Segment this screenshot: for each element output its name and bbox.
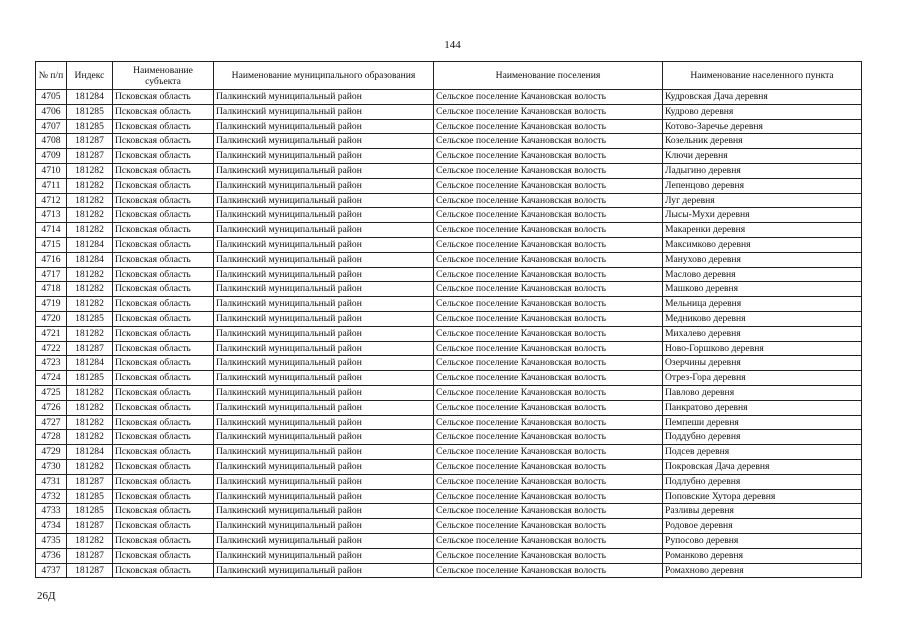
cell-num: 4730 <box>36 459 67 474</box>
cell-settlement: Сельское поселение Качановская волость <box>434 341 663 356</box>
cell-index: 181284 <box>67 237 113 252</box>
cell-index: 181282 <box>67 193 113 208</box>
table-row <box>36 90 862 105</box>
cell-index: 181282 <box>67 267 113 282</box>
cell-locality: Поповские Хутора деревня <box>663 489 862 504</box>
cell-index: 181285 <box>67 504 113 519</box>
cell-subject: Псковская область <box>113 563 214 578</box>
table-row <box>36 282 862 297</box>
cell-subject: Псковская область <box>113 311 214 326</box>
table-row <box>36 415 862 430</box>
cell-num: 4732 <box>36 489 67 504</box>
cell-locality: Максимково деревня <box>663 237 862 252</box>
cell-locality: Разливы деревня <box>663 504 862 519</box>
cell-num: 4711 <box>36 178 67 193</box>
cell-settlement: Сельское поселение Качановская волость <box>434 533 663 548</box>
table-row <box>36 237 862 252</box>
cell-municipality: Палкинский муниципальный район <box>214 104 434 119</box>
cell-settlement: Сельское поселение Качановская волость <box>434 90 663 105</box>
cell-index: 181282 <box>67 430 113 445</box>
cell-locality: Родовое деревня <box>663 519 862 534</box>
cell-index: 181282 <box>67 400 113 415</box>
cell-settlement: Сельское поселение Качановская волость <box>434 297 663 312</box>
cell-locality: Макаренки деревня <box>663 223 862 238</box>
cell-municipality: Палкинский муниципальный район <box>214 504 434 519</box>
cell-settlement: Сельское поселение Качановская волость <box>434 311 663 326</box>
cell-settlement: Сельское поселение Качановская волость <box>434 459 663 474</box>
cell-municipality: Палкинский муниципальный район <box>214 548 434 563</box>
cell-subject: Псковская область <box>113 489 214 504</box>
cell-index: 181285 <box>67 104 113 119</box>
cell-subject: Псковская область <box>113 326 214 341</box>
cell-municipality: Палкинский муниципальный район <box>214 223 434 238</box>
table-row <box>36 149 862 164</box>
cell-locality: Маслово деревня <box>663 267 862 282</box>
cell-num: 4722 <box>36 341 67 356</box>
table-row <box>36 341 862 356</box>
cell-settlement: Сельское поселение Качановская волость <box>434 149 663 164</box>
cell-subject: Псковская область <box>113 415 214 430</box>
cell-settlement: Сельское поселение Качановская волость <box>434 563 663 578</box>
cell-index: 181284 <box>67 356 113 371</box>
cell-locality: Мануховo деревня <box>663 252 862 267</box>
cell-municipality: Палкинский муниципальный район <box>214 193 434 208</box>
cell-index: 181282 <box>67 163 113 178</box>
cell-municipality: Палкинский муниципальный район <box>214 326 434 341</box>
cell-subject: Псковская область <box>113 474 214 489</box>
cell-index: 181284 <box>67 252 113 267</box>
cell-num: 4731 <box>36 474 67 489</box>
cell-municipality: Палкинский муниципальный район <box>214 533 434 548</box>
cell-num: 4714 <box>36 223 67 238</box>
cell-index: 181282 <box>67 178 113 193</box>
table-row <box>36 563 862 578</box>
cell-municipality: Палкинский муниципальный район <box>214 282 434 297</box>
cell-index: 181282 <box>67 223 113 238</box>
cell-index: 181282 <box>67 282 113 297</box>
cell-settlement: Сельское поселение Качановская волость <box>434 208 663 223</box>
cell-subject: Псковская область <box>113 548 214 563</box>
cell-municipality: Палкинский муниципальный район <box>214 311 434 326</box>
cell-index: 181282 <box>67 326 113 341</box>
table-row <box>36 178 862 193</box>
cell-subject: Псковская область <box>113 193 214 208</box>
cell-subject: Псковская область <box>113 252 214 267</box>
cell-num: 4715 <box>36 237 67 252</box>
cell-municipality: Палкинский муниципальный район <box>214 371 434 386</box>
cell-locality: Подлубно деревня <box>663 474 862 489</box>
cell-subject: Псковская область <box>113 297 214 312</box>
header-row <box>36 62 862 90</box>
cell-settlement: Сельское поселение Качановская волость <box>434 548 663 563</box>
table-row <box>36 430 862 445</box>
table-row <box>36 252 862 267</box>
cell-num: 4727 <box>36 415 67 430</box>
table-row <box>36 193 862 208</box>
cell-index: 181284 <box>67 445 113 460</box>
cell-locality: Ново-Горшково деревня <box>663 341 862 356</box>
table-row <box>36 223 862 238</box>
cell-index: 181282 <box>67 208 113 223</box>
cell-index: 181282 <box>67 459 113 474</box>
cell-locality: Пемпеши деревня <box>663 415 862 430</box>
cell-index: 181287 <box>67 474 113 489</box>
cell-index: 181287 <box>67 563 113 578</box>
cell-num: 4717 <box>36 267 67 282</box>
cell-index: 181282 <box>67 385 113 400</box>
cell-subject: Псковская область <box>113 533 214 548</box>
cell-subject: Псковская область <box>113 208 214 223</box>
cell-num: 4720 <box>36 311 67 326</box>
header-num: № п/п <box>36 62 67 90</box>
cell-locality: Романково деревня <box>663 548 862 563</box>
table-row <box>36 504 862 519</box>
cell-num: 4713 <box>36 208 67 223</box>
cell-index: 181282 <box>67 297 113 312</box>
cell-municipality: Палкинский муниципальный район <box>214 178 434 193</box>
cell-settlement: Сельское поселение Качановская волость <box>434 282 663 297</box>
cell-subject: Псковская область <box>113 163 214 178</box>
cell-subject: Псковская область <box>113 519 214 534</box>
cell-settlement: Сельское поселение Качановская волость <box>434 430 663 445</box>
cell-settlement: Сельское поселение Качановская волость <box>434 385 663 400</box>
cell-index: 181285 <box>67 311 113 326</box>
cell-locality: Ладыгино деревня <box>663 163 862 178</box>
cell-settlement: Сельское поселение Качановская волость <box>434 193 663 208</box>
cell-locality: Отрез-Гора деревня <box>663 371 862 386</box>
cell-municipality: Палкинский муниципальный район <box>214 445 434 460</box>
cell-locality: Ключи деревня <box>663 149 862 164</box>
cell-subject: Псковская область <box>113 459 214 474</box>
cell-num: 4719 <box>36 297 67 312</box>
table-row <box>36 134 862 149</box>
cell-num: 4710 <box>36 163 67 178</box>
header-subject: Наименование субъекта <box>113 62 214 90</box>
footer-code: 26Д <box>37 590 56 602</box>
cell-index: 181285 <box>67 371 113 386</box>
cell-subject: Псковская область <box>113 430 214 445</box>
cell-locality: Михалево деревня <box>663 326 862 341</box>
page-number: 144 <box>444 39 461 51</box>
cell-municipality: Палкинский муниципальный район <box>214 563 434 578</box>
header-locality: Наименование населенного пункта <box>663 62 862 90</box>
cell-municipality: Палкинский муниципальный район <box>214 356 434 371</box>
cell-subject: Псковская область <box>113 400 214 415</box>
cell-settlement: Сельское поселение Качановская волость <box>434 267 663 282</box>
cell-settlement: Сельское поселение Качановская волость <box>434 474 663 489</box>
cell-index: 181287 <box>67 134 113 149</box>
cell-locality: Машково деревня <box>663 282 862 297</box>
cell-subject: Псковская область <box>113 371 214 386</box>
cell-municipality: Палкинский муниципальный район <box>214 267 434 282</box>
table-row <box>36 356 862 371</box>
cell-index: 181282 <box>67 415 113 430</box>
cell-municipality: Палкинский муниципальный район <box>214 90 434 105</box>
cell-num: 4728 <box>36 430 67 445</box>
localities-table <box>35 61 862 578</box>
table-row <box>36 297 862 312</box>
cell-municipality: Палкинский муниципальный район <box>214 519 434 534</box>
table-row <box>36 267 862 282</box>
cell-index: 181285 <box>67 489 113 504</box>
cell-settlement: Сельское поселение Качановская волость <box>434 104 663 119</box>
header-index: Индекс <box>67 62 113 90</box>
cell-index: 181287 <box>67 341 113 356</box>
cell-num: 4726 <box>36 400 67 415</box>
cell-locality: Лысы-Мухи деревня <box>663 208 862 223</box>
table-row <box>36 489 862 504</box>
cell-locality: Подсев деревня <box>663 445 862 460</box>
table-row <box>36 400 862 415</box>
cell-municipality: Палкинский муниципальный район <box>214 252 434 267</box>
cell-subject: Псковская область <box>113 267 214 282</box>
cell-subject: Псковская область <box>113 237 214 252</box>
table-row <box>36 459 862 474</box>
cell-index: 181287 <box>67 149 113 164</box>
cell-settlement: Сельское поселение Качановская волость <box>434 415 663 430</box>
cell-locality: Покровская Дача деревня <box>663 459 862 474</box>
cell-index: 181284 <box>67 90 113 105</box>
cell-subject: Псковская область <box>113 90 214 105</box>
cell-settlement: Сельское поселение Качановская волость <box>434 371 663 386</box>
cell-subject: Псковская область <box>113 104 214 119</box>
cell-municipality: Палкинский муниципальный район <box>214 163 434 178</box>
cell-locality: Павлово деревня <box>663 385 862 400</box>
table-row <box>36 548 862 563</box>
cell-locality: Котово-Заречье деревня <box>663 119 862 134</box>
cell-index: 181285 <box>67 119 113 134</box>
cell-locality: Кудрово деревня <box>663 104 862 119</box>
cell-subject: Псковская область <box>113 445 214 460</box>
cell-num: 4705 <box>36 90 67 105</box>
cell-municipality: Палкинский муниципальный район <box>214 297 434 312</box>
cell-num: 4725 <box>36 385 67 400</box>
cell-locality: Ромахново деревня <box>663 563 862 578</box>
table-row <box>36 474 862 489</box>
cell-municipality: Палкинский муниципальный район <box>214 400 434 415</box>
table-row <box>36 519 862 534</box>
cell-municipality: Палкинский муниципальный район <box>214 415 434 430</box>
cell-settlement: Сельское поселение Качановская волость <box>434 223 663 238</box>
cell-num: 4729 <box>36 445 67 460</box>
header-municipality: Наименование муниципального образования <box>214 62 434 90</box>
cell-index: 181287 <box>67 519 113 534</box>
cell-settlement: Сельское поселение Качановская волость <box>434 252 663 267</box>
table-header <box>36 62 862 90</box>
cell-municipality: Палкинский муниципальный район <box>214 489 434 504</box>
cell-index: 181287 <box>67 548 113 563</box>
cell-locality: Луг деревня <box>663 193 862 208</box>
cell-municipality: Палкинский муниципальный район <box>214 237 434 252</box>
cell-municipality: Палкинский муниципальный район <box>214 341 434 356</box>
cell-num: 4712 <box>36 193 67 208</box>
cell-num: 4716 <box>36 252 67 267</box>
cell-num: 4737 <box>36 563 67 578</box>
cell-num: 4706 <box>36 104 67 119</box>
cell-settlement: Сельское поселение Качановская волость <box>434 237 663 252</box>
cell-municipality: Палкинский муниципальный район <box>214 119 434 134</box>
cell-locality: Козельник деревня <box>663 134 862 149</box>
cell-subject: Псковская область <box>113 178 214 193</box>
table-row <box>36 311 862 326</box>
cell-locality: Панкратово деревня <box>663 400 862 415</box>
cell-locality: Озерчины деревня <box>663 356 862 371</box>
cell-municipality: Палкинский муниципальный район <box>214 430 434 445</box>
cell-settlement: Сельское поселение Качановская волость <box>434 400 663 415</box>
table-row <box>36 533 862 548</box>
cell-municipality: Палкинский муниципальный район <box>214 149 434 164</box>
cell-num: 4723 <box>36 356 67 371</box>
table-row <box>36 371 862 386</box>
cell-subject: Псковская область <box>113 341 214 356</box>
cell-subject: Псковская область <box>113 282 214 297</box>
cell-settlement: Сельское поселение Качановская волость <box>434 134 663 149</box>
cell-settlement: Сельское поселение Качановская волость <box>434 504 663 519</box>
table-row <box>36 119 862 134</box>
cell-municipality: Палкинский муниципальный район <box>214 208 434 223</box>
cell-locality: Лепенцово деревня <box>663 178 862 193</box>
cell-municipality: Палкинский муниципальный район <box>214 385 434 400</box>
cell-num: 4707 <box>36 119 67 134</box>
table-row <box>36 385 862 400</box>
cell-settlement: Сельское поселение Качановская волость <box>434 326 663 341</box>
cell-num: 4708 <box>36 134 67 149</box>
header-settlement: Наименование поселения <box>434 62 663 90</box>
cell-subject: Псковская область <box>113 385 214 400</box>
cell-num: 4724 <box>36 371 67 386</box>
cell-subject: Псковская область <box>113 149 214 164</box>
cell-settlement: Сельское поселение Качановская волость <box>434 119 663 134</box>
cell-settlement: Сельское поселение Качановская волость <box>434 178 663 193</box>
cell-subject: Псковская область <box>113 356 214 371</box>
table-body <box>36 90 862 578</box>
cell-subject: Псковская область <box>113 134 214 149</box>
cell-num: 4734 <box>36 519 67 534</box>
cell-municipality: Палкинский муниципальный район <box>214 459 434 474</box>
table-row <box>36 104 862 119</box>
cell-subject: Псковская область <box>113 223 214 238</box>
table-row <box>36 445 862 460</box>
cell-subject: Псковская область <box>113 504 214 519</box>
cell-num: 4709 <box>36 149 67 164</box>
cell-settlement: Сельское поселение Качановская волость <box>434 356 663 371</box>
cell-num: 4733 <box>36 504 67 519</box>
cell-municipality: Палкинский муниципальный район <box>214 134 434 149</box>
cell-locality: Кудровская Дача деревня <box>663 90 862 105</box>
cell-locality: Медниково деревня <box>663 311 862 326</box>
table-row <box>36 208 862 223</box>
cell-subject: Псковская область <box>113 119 214 134</box>
cell-num: 4736 <box>36 548 67 563</box>
cell-num: 4718 <box>36 282 67 297</box>
cell-municipality: Палкинский муниципальный район <box>214 474 434 489</box>
cell-locality: Поддубно деревня <box>663 430 862 445</box>
cell-settlement: Сельское поселение Качановская волость <box>434 519 663 534</box>
cell-settlement: Сельское поселение Качановская волость <box>434 445 663 460</box>
table-row <box>36 326 862 341</box>
cell-num: 4721 <box>36 326 67 341</box>
cell-num: 4735 <box>36 533 67 548</box>
cell-locality: Рупосово деревня <box>663 533 862 548</box>
cell-index: 181282 <box>67 533 113 548</box>
table-row <box>36 163 862 178</box>
cell-settlement: Сельское поселение Качановская волость <box>434 163 663 178</box>
cell-settlement: Сельское поселение Качановская волость <box>434 489 663 504</box>
cell-locality: Мельница деревня <box>663 297 862 312</box>
